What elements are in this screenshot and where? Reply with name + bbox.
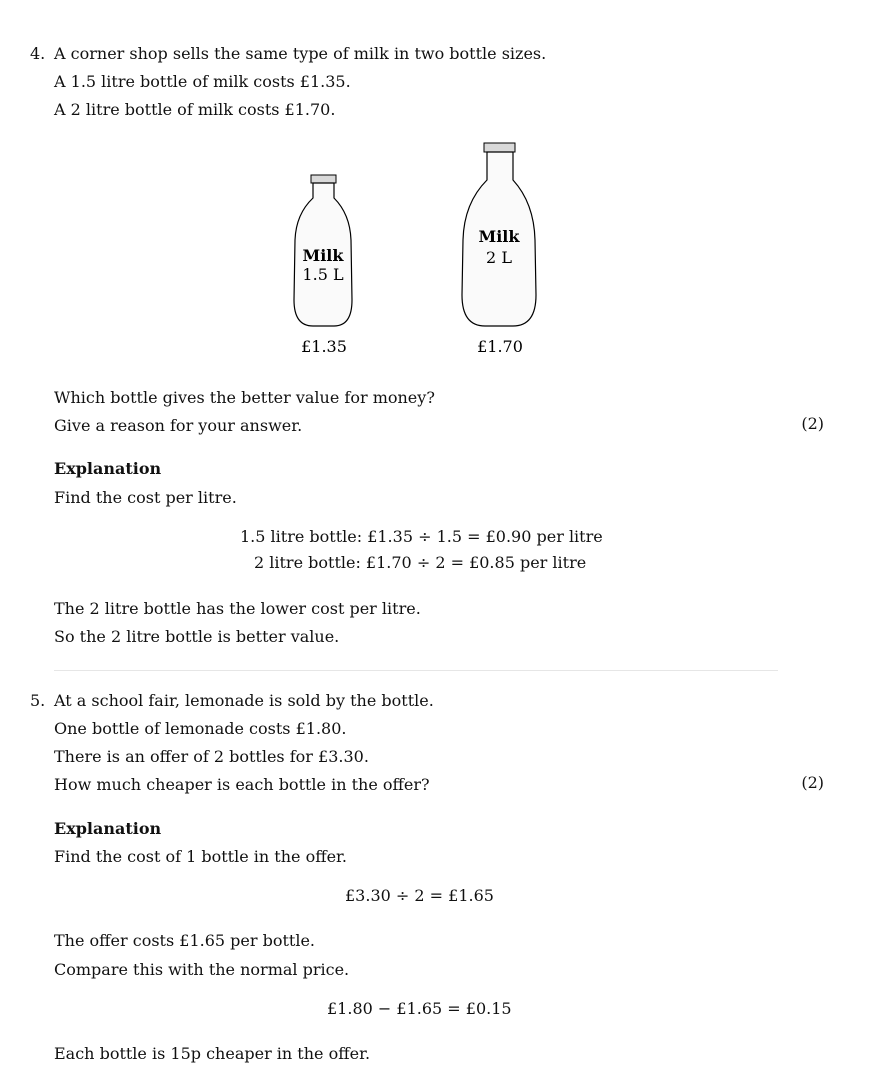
bottle-size: 2 L — [486, 248, 512, 267]
explanation-text: The offer costs £1.65 per bottle. — [54, 931, 316, 950]
question-4-marks: (2) — [801, 414, 824, 433]
working-line: 1.5 litre bottle: £1.35 ÷ 1.5 = £0.90 per litre — [240, 527, 603, 546]
question-5-marks: (2) — [801, 773, 824, 792]
explanation-heading: Explanation — [54, 459, 162, 478]
question-5-line: At a school fair, lemonade is sold by the bottle. — [54, 691, 434, 710]
explanation-text: Find the cost per litre. — [54, 488, 237, 507]
question-5-line: One bottle of lemonade costs £1.80. — [54, 719, 347, 738]
question-4-number: 4. — [30, 44, 46, 63]
conclusion-text: So the 2 litre bottle is better value. — [54, 627, 340, 646]
bottle-size: 1.5 L — [302, 265, 344, 284]
question-5-line: How much cheaper is each bottle in the offer? — [54, 775, 430, 794]
question-4-prompt: Which bottle gives the better value for money? — [54, 388, 435, 407]
question-5-line: There is an offer of 2 bottles for £3.30. — [54, 747, 369, 766]
section-divider — [54, 670, 778, 671]
working-line: 2 litre bottle: £1.70 ÷ 2 = £0.85 per litre — [254, 553, 587, 572]
question-4-prompt: Give a reason for your answer. — [54, 416, 303, 435]
milk-bottles-diagram — [0, 0, 888, 370]
bottle-label: Milk — [478, 227, 520, 246]
explanation-text: Find the cost of 1 bottle in the offer. — [54, 847, 348, 866]
bottle-price: £1.70 — [477, 337, 523, 356]
milk-bottle-large — [462, 143, 536, 326]
bottle-price: £1.35 — [301, 337, 347, 356]
question-4-line: A 1.5 litre bottle of milk costs £1.35. — [54, 72, 351, 91]
milk-bottle-small — [294, 175, 352, 326]
working-line: £3.30 ÷ 2 = £1.65 — [345, 886, 494, 905]
bottle-label: Milk — [302, 246, 344, 265]
working-line: £1.80 − £1.65 = £0.15 — [327, 999, 512, 1018]
conclusion-text: The 2 litre bottle has the lower cost per litre. — [54, 599, 421, 618]
question-4-line: A corner shop sells the same type of milk in two bottle sizes. — [54, 44, 547, 63]
conclusion-text: Each bottle is 15p cheaper in the offer. — [54, 1044, 371, 1063]
question-5-number: 5. — [30, 691, 46, 710]
question-4-line: A 2 litre bottle of milk costs £1.70. — [54, 100, 336, 119]
explanation-heading: Explanation — [54, 819, 162, 838]
explanation-text: Compare this with the normal price. — [54, 960, 350, 979]
